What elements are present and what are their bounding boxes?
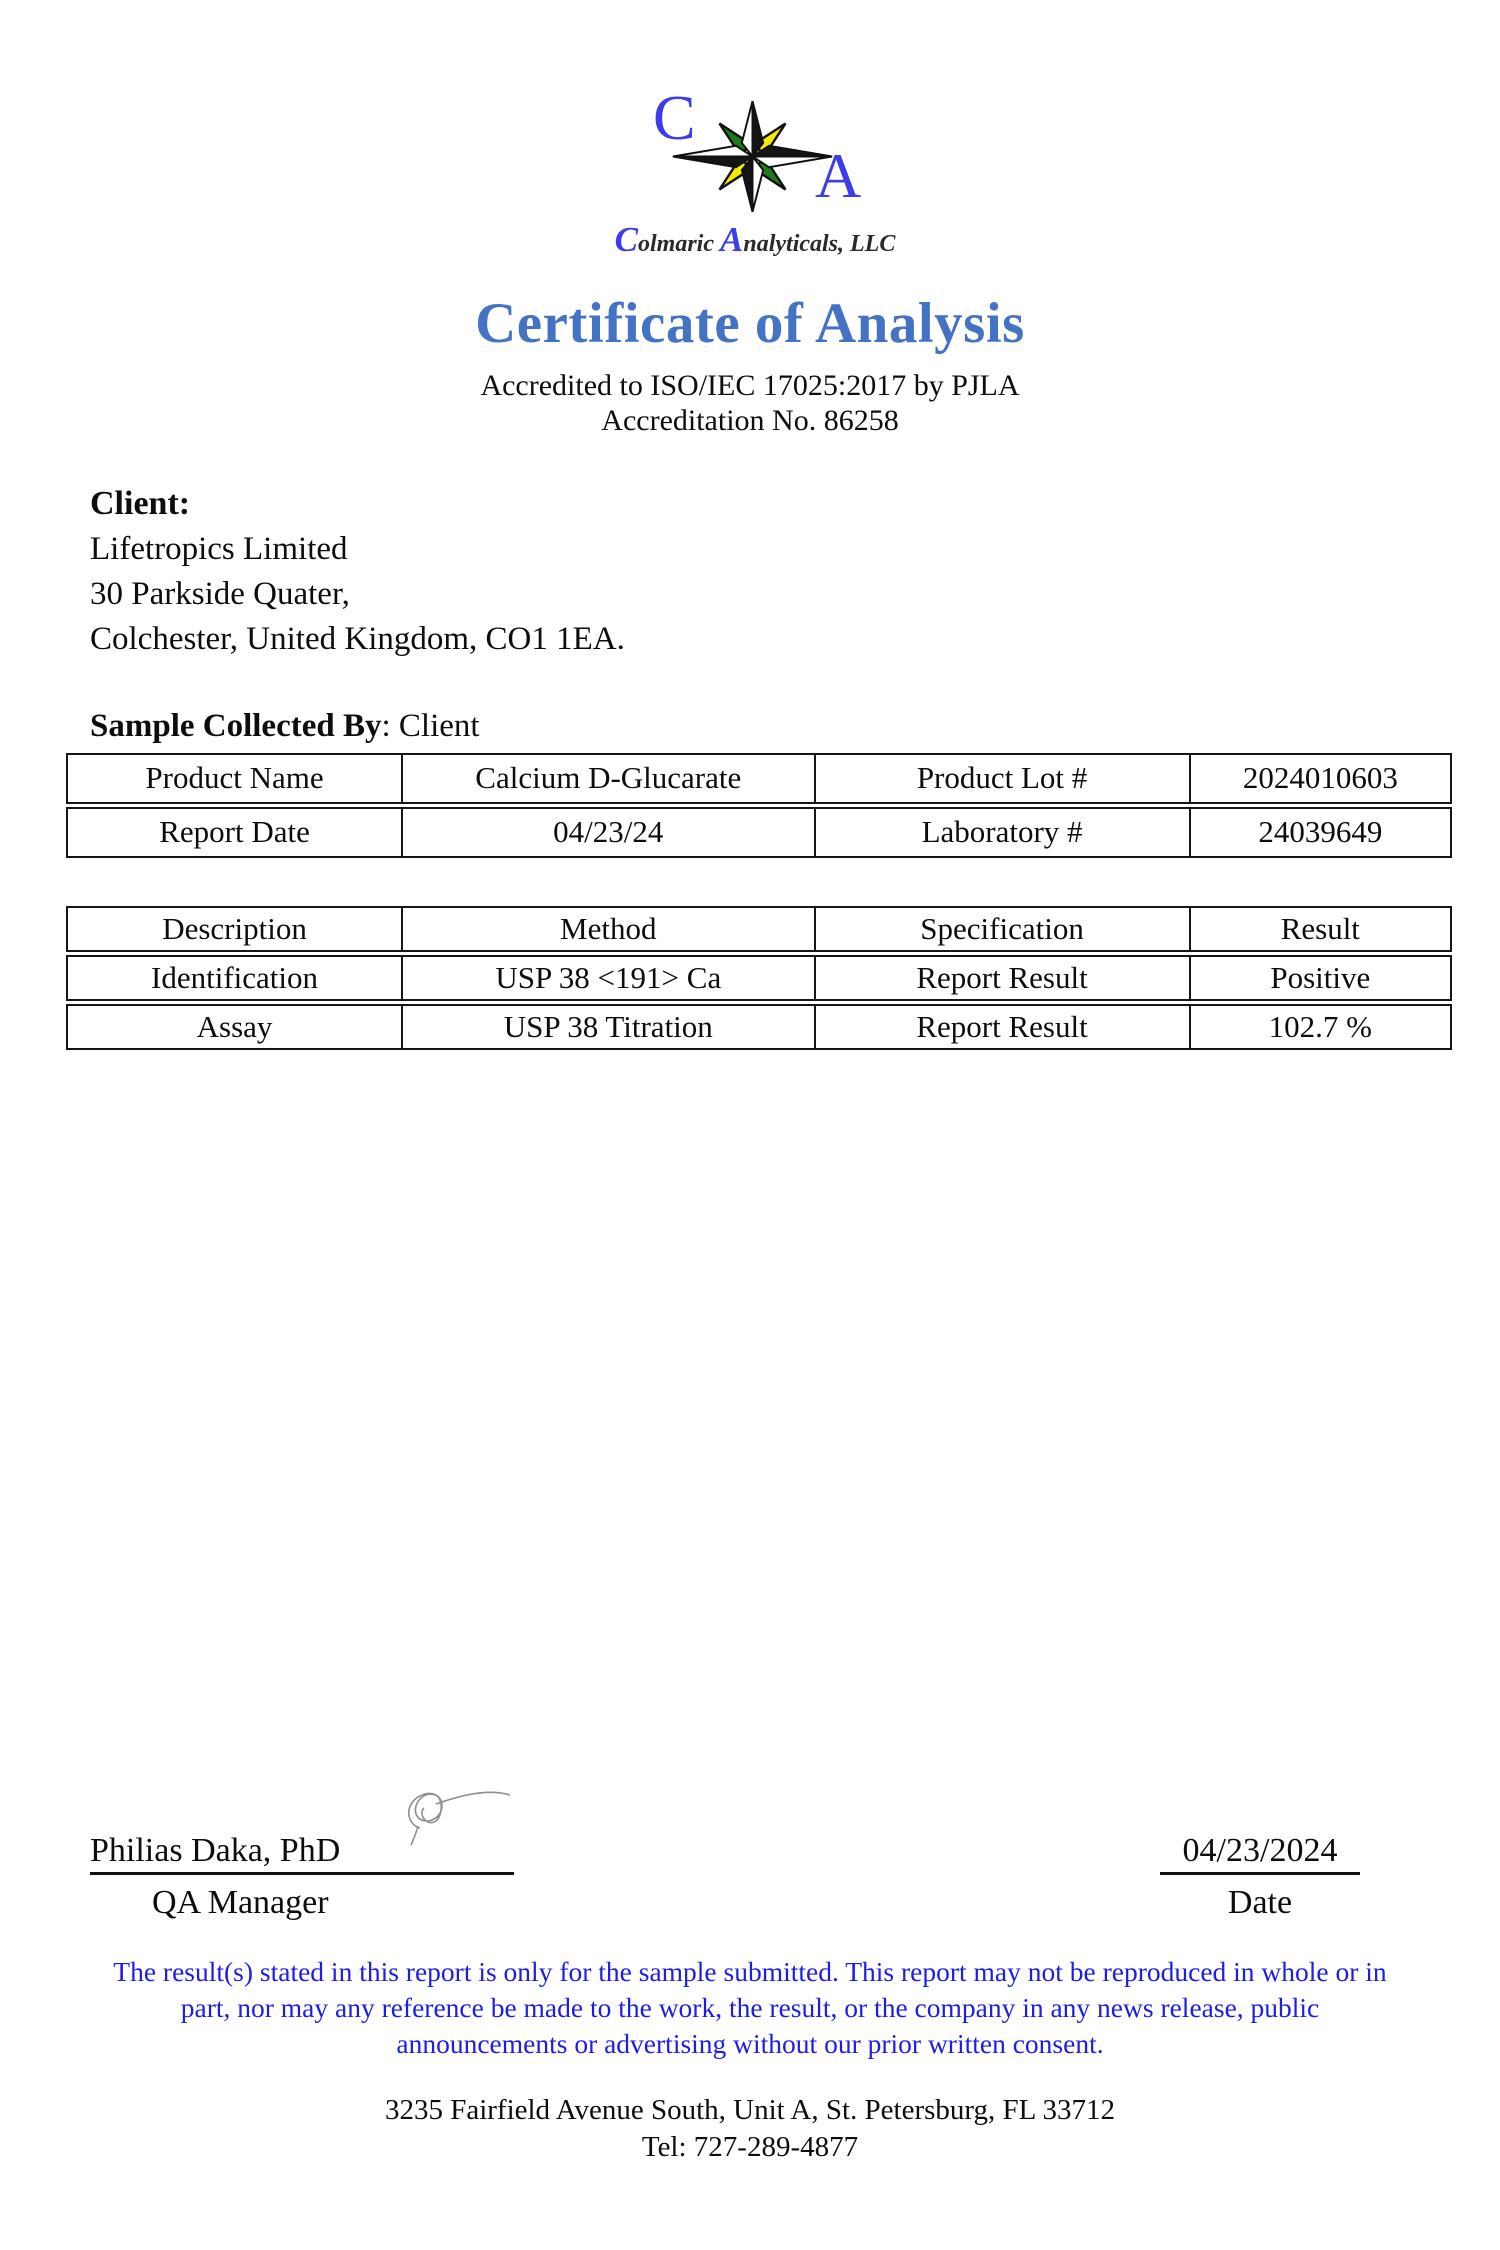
lab-footer xyxy=(0,2092,1500,2166)
results-header-description: Description xyxy=(162,910,307,946)
product-info-table xyxy=(66,753,1452,861)
disclaimer xyxy=(0,1954,1500,2062)
signatory-name: Philias Daka, PhD xyxy=(90,1830,514,1875)
table-row xyxy=(66,753,1452,804)
results-cell-identification-method: USP 38 <191> Ca xyxy=(401,957,813,999)
client-address-line-2: Colchester, United Kingdom, CO1 1EA. xyxy=(90,621,625,657)
logo-letter-c: C xyxy=(653,82,696,153)
logo-company-name xyxy=(575,220,935,260)
results-header-method: Method xyxy=(401,908,813,950)
client-label: Client: xyxy=(90,485,191,522)
logo-company-initial-c: C xyxy=(614,220,638,259)
signature-date-label: Date xyxy=(1227,1884,1293,1921)
info-cell-laboratory-value: 24039649 xyxy=(1189,809,1450,856)
accreditation-line-2: Accreditation No. 86258 xyxy=(601,404,899,437)
signatory-role: QA Manager xyxy=(152,1884,329,1921)
logo-letter-a: A xyxy=(815,140,862,211)
results-cell-assay: Assay xyxy=(196,1008,273,1044)
info-cell-laboratory-label: Laboratory # xyxy=(814,809,1189,856)
disclaimer-line-2: part, nor may any reference be made to the work, the result, or the company in any news release, public xyxy=(180,1992,1320,2023)
table-row xyxy=(66,807,1452,858)
client-block xyxy=(90,480,625,662)
disclaimer-line-1: The result(s) stated in this report is only for the sample submitted. This report may not be reproduced in whole or in xyxy=(113,1956,1387,1987)
compass-rose-icon xyxy=(670,98,835,215)
sample-collected-by xyxy=(90,708,480,745)
results-table xyxy=(66,906,1452,1053)
company-logo xyxy=(614,82,896,259)
info-cell-report-date-value: 04/23/24 xyxy=(401,809,813,856)
info-cell-product-lot-value: 2024010603 xyxy=(1189,755,1450,802)
client-name: Lifetropics Limited xyxy=(90,531,348,567)
results-cell-identification: Identification xyxy=(151,959,319,995)
info-cell-product-lot-label: Product Lot # xyxy=(814,755,1189,802)
signature-date-value: 04/23/2024 xyxy=(1160,1830,1360,1875)
logo-company-text-1: olmaric xyxy=(638,231,720,257)
sample-collected-by-value: : Client xyxy=(381,708,480,744)
table-row xyxy=(66,955,1452,1001)
info-cell-report-date-label: Report Date xyxy=(159,814,310,850)
lab-address: 3235 Fairfield Avenue South, Unit A, St. Petersburg, FL 33712 xyxy=(384,2094,1116,2126)
results-cell-identification-result: Positive xyxy=(1189,957,1450,999)
table-header-row xyxy=(66,906,1452,952)
accreditation-line-1: Accredited to ISO/IEC 17025:2017 by PJLA xyxy=(480,369,1020,402)
results-header-result: Result xyxy=(1189,908,1450,950)
results-header-specification: Specification xyxy=(814,908,1189,950)
info-cell-product-name-value: Calcium D-Glucarate xyxy=(401,755,813,802)
sample-collected-by-label: Sample Collected By xyxy=(90,708,382,744)
table-row xyxy=(66,1004,1452,1050)
results-cell-assay-spec: Report Result xyxy=(814,1006,1189,1048)
results-cell-assay-method: USP 38 Titration xyxy=(401,1006,813,1048)
client-address-line-1: 30 Parkside Quater, xyxy=(90,576,350,612)
logo-company-text-2: nalyticals, LLC xyxy=(743,231,896,257)
lab-phone: Tel: 727-289-4877 xyxy=(641,2131,859,2163)
disclaimer-line-3: announcements or advertising without our prior written consent. xyxy=(396,2028,1104,2059)
info-cell-product-name-label: Product Name xyxy=(145,760,324,796)
logo-company-initial-a: A xyxy=(720,220,744,259)
results-cell-identification-spec: Report Result xyxy=(814,957,1189,999)
results-cell-assay-result: 102.7 % xyxy=(1189,1006,1450,1048)
document-title: Certificate of Analysis xyxy=(475,292,1025,355)
